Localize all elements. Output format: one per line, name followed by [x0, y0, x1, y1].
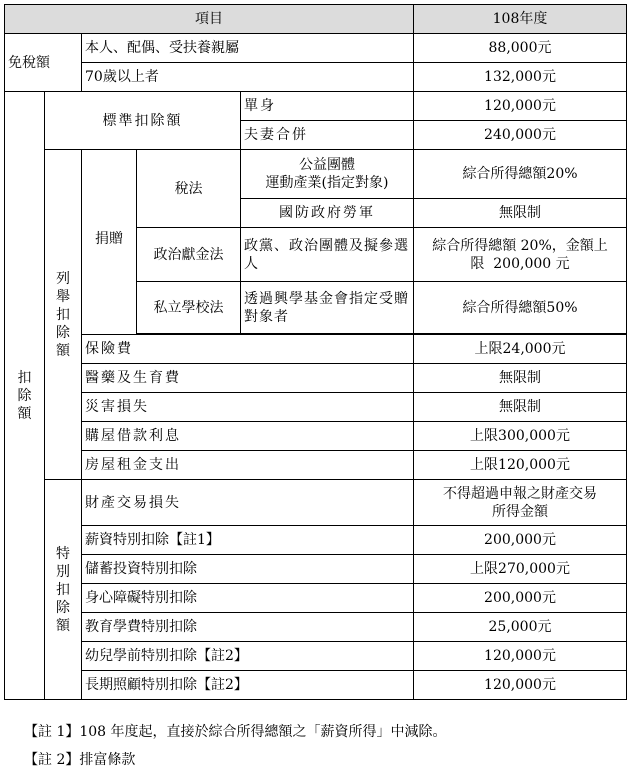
private-school-label: 私立學校法	[137, 282, 241, 334]
special-deduction-label: 特別扣除額	[45, 480, 82, 700]
table-row	[5, 92, 627, 121]
table-row	[5, 364, 627, 393]
donation-label: 捐贈	[82, 150, 137, 335]
table-row	[5, 393, 627, 422]
exemption-item: 本人、配偶、受扶養親屬	[82, 34, 414, 63]
table-row	[5, 34, 627, 63]
standard-value: 120,000元	[414, 92, 627, 121]
exemption-value: 132,000元	[414, 63, 627, 92]
standard-item: 單身	[241, 92, 414, 121]
deduction-label: 扣除額	[5, 92, 45, 700]
itemized-item: 醫藥及生育費	[82, 364, 414, 393]
footnote-2: 【註 2】排富條款	[24, 752, 136, 768]
political-donation-label: 政治獻金法	[137, 228, 241, 282]
tax-law-label: 稅法	[137, 150, 241, 228]
table-row	[5, 480, 627, 526]
special-item: 身心障礙特別扣除	[82, 584, 414, 613]
table-row	[5, 642, 627, 671]
table-row	[5, 671, 627, 700]
special-value: 200,000元	[414, 526, 627, 555]
footnote-1: 【註 1】108 年度起，直接於綜合所得總額之「薪資所得」中減除。	[24, 724, 447, 740]
special-item: 長期照顧特別扣除【註2】	[82, 671, 414, 700]
table-row	[5, 63, 627, 92]
table-row	[5, 584, 627, 613]
standard-value: 240,000元	[414, 121, 627, 150]
itemized-item: 保險費	[82, 335, 414, 364]
itemized-deduction-label: 列舉扣除額	[45, 150, 82, 480]
tax-law-item: 國防政府勞軍	[241, 199, 414, 228]
table-row	[5, 150, 627, 199]
tax-law-value: 無限制	[414, 199, 627, 228]
itemized-value: 上限120,000元	[414, 451, 627, 480]
property-loss-item: 財產交易損失	[82, 480, 414, 526]
itemized-item: 房屋租金支出	[82, 451, 414, 480]
itemized-item: 購屋借款利息	[82, 422, 414, 451]
itemized-value: 上限24,000元	[414, 335, 627, 364]
private-school-value: 綜合所得總額50%	[414, 282, 627, 334]
special-value: 120,000元	[414, 671, 627, 700]
table-row	[5, 451, 627, 480]
table-row	[5, 613, 627, 642]
special-item: 幼兒學前特別扣除【註2】	[82, 642, 414, 671]
itemized-value: 無限制	[414, 364, 627, 393]
tax-law-value: 綜合所得總額20%	[414, 150, 627, 199]
private-school-item: 透過興學基金會指定受贈對象者	[241, 282, 414, 334]
table-row	[5, 526, 627, 555]
political-value: 綜合所得總額 20%，金額上 限 200,000 元	[414, 228, 627, 282]
itemized-item: 災害損失	[82, 393, 414, 422]
header-year: 108年度	[414, 5, 627, 34]
footnotes	[24, 718, 447, 774]
special-item: 儲蓄投資特別扣除	[82, 555, 414, 584]
exemption-item: 70歲以上者	[82, 63, 414, 92]
tax-deduction-table	[4, 4, 627, 700]
exemption-value: 88,000元	[414, 34, 627, 63]
header-item: 項目	[5, 5, 414, 34]
itemized-value: 上限300,000元	[414, 422, 627, 451]
special-item: 教育學費特別扣除	[82, 613, 414, 642]
header-row	[5, 5, 627, 34]
special-value: 200,000元	[414, 584, 627, 613]
special-value: 120,000元	[414, 642, 627, 671]
tax-law-item: 公益團體 運動產業(指定對象)	[241, 150, 414, 199]
standard-item: 夫妻合併	[241, 121, 414, 150]
table-row	[5, 422, 627, 451]
special-value: 上限270,000元	[414, 555, 627, 584]
table-row	[5, 335, 627, 364]
standard-deduction-label: 標準扣除額	[45, 92, 241, 150]
exemption-label: 免稅額	[5, 34, 82, 92]
political-item: 政黨、政治團體及擬參選人	[241, 228, 414, 282]
table-row	[5, 555, 627, 584]
special-item: 薪資特別扣除【註1】	[82, 526, 414, 555]
itemized-value: 無限制	[414, 393, 627, 422]
special-value: 25,000元	[414, 613, 627, 642]
property-loss-value: 不得超過申報之財產交易 所得金額	[414, 480, 627, 526]
